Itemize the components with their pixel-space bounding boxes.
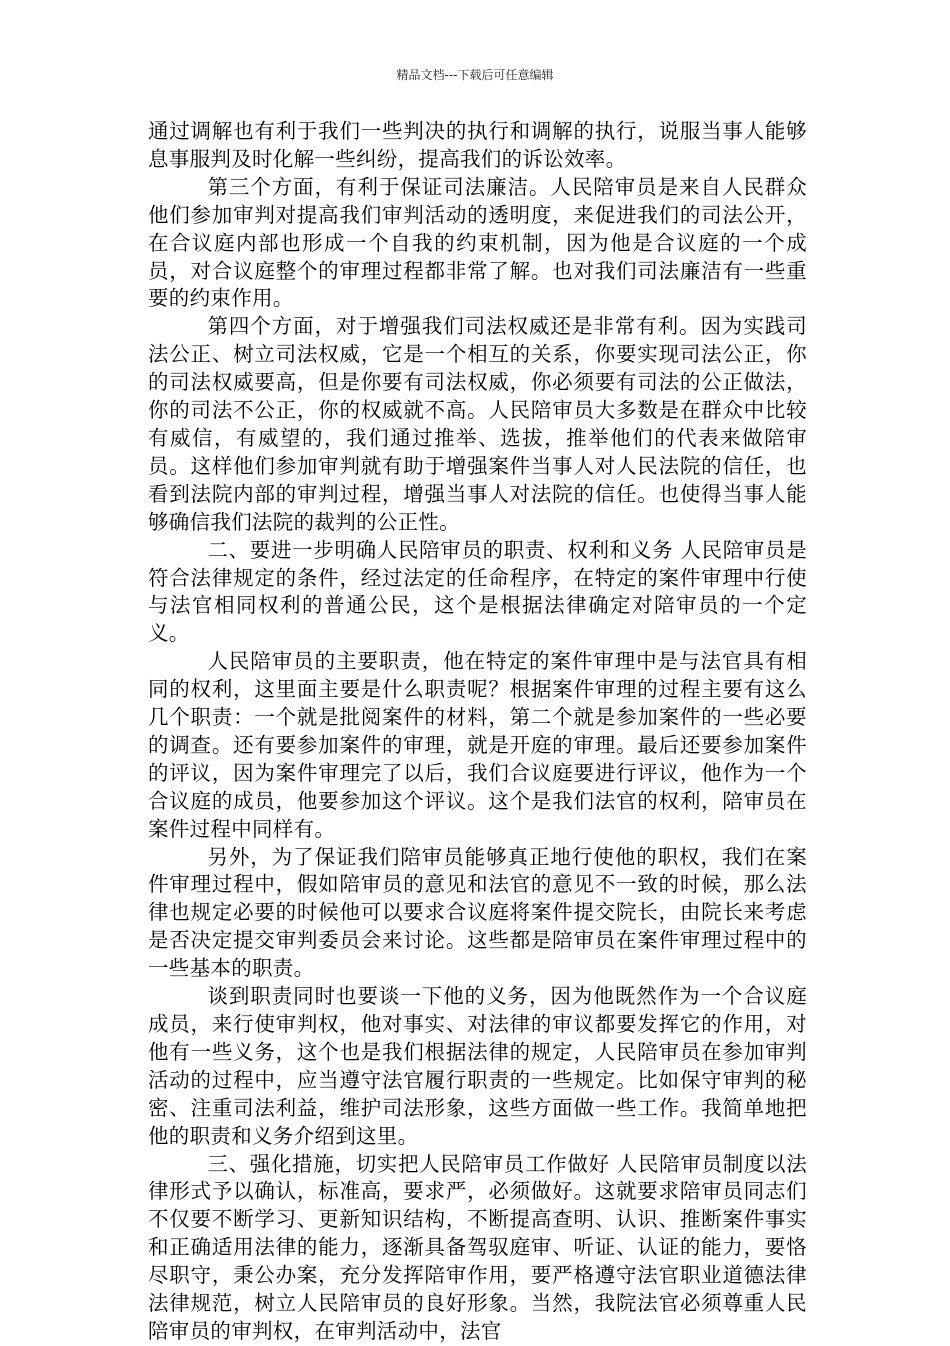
paragraph-6: 另外，为了保证我们陪审员能够真正地行使他的职权，我们在案件审理过程中，假如陪审员的意见和法官的意见不一致的时候，那么法律也规定必要的时候他可以要求合议庭将案件提交院长，由院长来考虑是否决定提交审判委员会来讨论。这些都是陪审员在案件审理过程中的一些基本的职责。 [148,844,807,981]
paragraph-7: 谈到职责同时也要谈一下他的义务，因为他既然作为一个合议庭成员，来行使审判权，他对事实、对法律的审议都要发挥它的作用，对他有一些义务，这个也是我们根据法律的规定，人民陪审员在参加审判活动的过程中，应当遵守法官履行职责的一些规定。比如保守审判的秘密、注重司法利益，维护司法形象，这些方面做一些工作。我简单地把他的职责和义务介绍到这里。 [148,984,807,1148]
document-body [148,118,807,1346]
page-header: 精品文档---下载后可任意编辑 [396,68,554,82]
paragraph-5: 人民陪审员的主要职责，他在特定的案件审理中是与法官具有相同的权利，这里面主要是什么职责呢？根据案件审理的过程主要有这么几个职责：一个就是批阅案件的材料，第二个就是参加案件的一些必要的调查。还有要参加案件的审理，就是开庭的审理。最后还要参加案件的评议，因为案件审理完了以后，我们合议庭要进行评议，他作为一个合议庭的成员，他要参加这个评议。这个是我们法官的权利，陪审员在案件过程中同样有。 [148,649,807,841]
paragraph-3: 第四个方面，对于增强我们司法权威还是非常有利。因为实践司法公正、树立司法权威，它是一个相互的关系，你要实现司法公正，你的司法权威要高，但是你要有司法权威，你必须要有司法的公正做法，你的司法不公正，你的权威就不高。人民陪审员大多数是在群众中比较有威信，有威望的，我们通过推举、选拔，推举他们的代表来做陪审员。这样他们参加审判就有助于增强案件当事人对人民法院的信任，也看到法院内部的审判过程，增强当事人对法院的信任。也使得当事人能够确信我们法院的裁判的公正性。 [148,314,807,534]
paragraph-1: 通过调解也有利于我们一些判决的执行和调解的执行，说服当事人能够息事服判及时化解一些纠纷，提高我们的诉讼效率。 [148,119,807,171]
paragraph-2: 第三个方面，有利于保证司法廉洁。人民陪审员是来自人民群众他们参加审判对提高我们审判活动的透明度，来促进我们的司法公开，在合议庭内部也形成一个自我的约束机制，因为他是合议庭的一个成员，对合议庭整个的审理过程都非常了解。也对我们司法廉洁有一些重要的约束作用。 [148,174,807,311]
paragraph-8: 三、强化措施，切实把人民陪审员工作做好 人民陪审员制度以法律形式予以确认，标准高，要求严，必须做好。这就要求陪审员同志们不仅要不断学习、更新知识结构，不断提高查明、认识、推断案件事实和正确适用法律的能力，逐渐具备驾驭庭审、听证、认证的能力，要恪尽职守，秉公办案，充分发挥陪审作用，要严格遵守法官职业道德法律法律规范，树立人民陪审员的良好形象。当然，我院法官必须尊重人民陪审员的审判权，在审判活动中，法官 [148,1151,807,1343]
paragraph-4: 二、要进一步明确人民陪审员的职责、权利和义务 人民陪审员是符合法律规定的条件，经过法定的任命程序，在特定的案件审理中行使与法官相同权利的普通公民，这个是根据法律确定对陪审员的一个定义。 [148,537,807,646]
